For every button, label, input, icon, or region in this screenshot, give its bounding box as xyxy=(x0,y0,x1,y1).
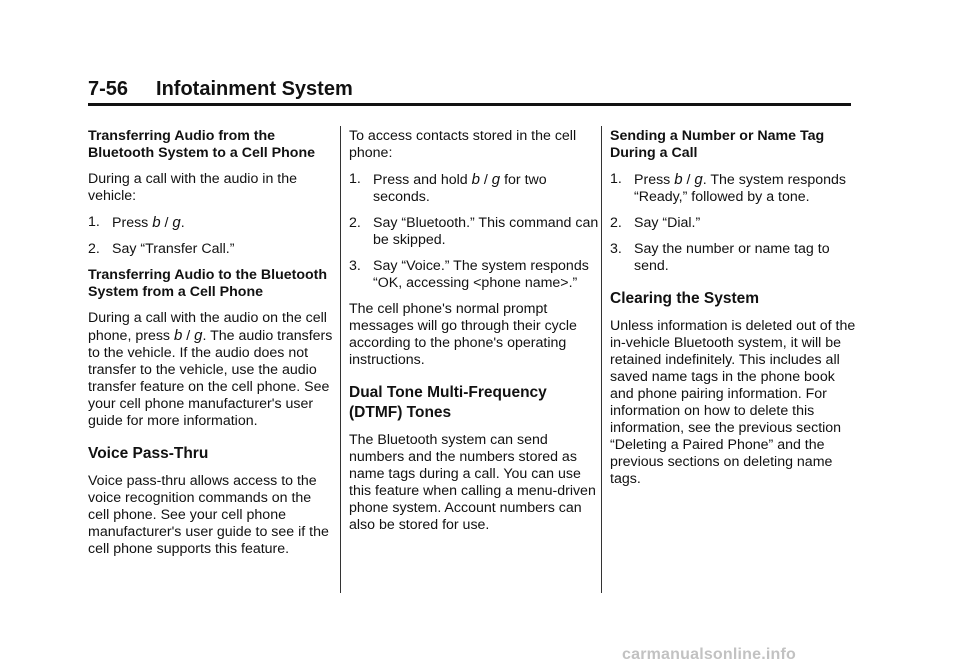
step-text: Say the number or name tag to send. xyxy=(634,241,830,274)
list-item xyxy=(349,171,599,206)
step-text: Press xyxy=(112,215,149,231)
step-text: Press xyxy=(634,172,671,188)
slash: / xyxy=(160,215,173,231)
step-number: 2. xyxy=(349,215,361,231)
paragraph: Voice pass-thru allows access to the voice recognition commands on the cell phone. See your cell phone manufacturer's user guide to see if the cell phone supports this feature. xyxy=(88,473,329,557)
slash: / xyxy=(182,328,195,344)
page-number: 7-56 xyxy=(88,78,129,100)
paragraph xyxy=(88,310,334,430)
paragraph: The cell phone's normal prompt messages will go through their cycle according to the phone's operating instructions. xyxy=(349,301,577,368)
phone-icon: g xyxy=(172,214,181,231)
column-divider xyxy=(340,126,341,593)
step-number: 3. xyxy=(349,258,361,274)
list-item xyxy=(610,171,860,206)
phone-icon: g xyxy=(194,327,203,344)
step-number: 2. xyxy=(610,215,622,231)
step-number: 2. xyxy=(88,241,100,257)
push-to-talk-icon: b xyxy=(674,171,683,188)
push-to-talk-icon: b xyxy=(471,171,480,188)
list-item xyxy=(610,215,860,232)
watermark[interactable]: carmanualsonline.info xyxy=(622,646,797,663)
header-rule xyxy=(88,103,851,106)
slash: / xyxy=(479,172,492,188)
step-text: Say “Transfer Call.” xyxy=(112,241,235,257)
column-divider xyxy=(601,126,602,593)
column-3 xyxy=(610,128,860,497)
step-number: 1. xyxy=(610,171,622,187)
column-2 xyxy=(349,128,599,543)
paragraph: The Bluetooth system can send numbers and the numbers stored as name tags during a call. You can use this feature when calling a menu-driven phone system. Account numbers can also be stored for use. xyxy=(349,432,596,533)
page-header xyxy=(88,78,353,101)
column-1 xyxy=(88,128,334,567)
list-item xyxy=(610,241,860,275)
push-to-talk-icon: b xyxy=(173,327,183,344)
step-number: 3. xyxy=(610,241,622,257)
step-text: Press and hold xyxy=(373,172,468,188)
step-number: 1. xyxy=(349,171,361,187)
step-text: for two seconds. xyxy=(373,172,547,205)
heading-transfer-to-bluetooth: Transferring Audio to the Bluetooth System from a Cell Phone xyxy=(88,267,328,300)
heading-dtmf-tones: Dual Tone Multi-Frequency (DTMF) Tones xyxy=(349,384,547,421)
phone-icon: g xyxy=(694,171,703,188)
step-number: 1. xyxy=(88,214,100,230)
step-text: Say “Dial.” xyxy=(634,215,701,231)
step-text: Say “Bluetooth.” This command can be skipped. xyxy=(373,215,599,248)
slash: / xyxy=(682,172,695,188)
paragraph-text: . The audio transfers to the vehicle. If the audio does not transfer to the vehicle, use the audio transfer feature on the cell phone. See your cell phone manufacturer's user guide for more information. xyxy=(88,328,333,429)
heading-transfer-to-phone: Transferring Audio from the Bluetooth System to a Cell Phone xyxy=(88,128,316,161)
list-item xyxy=(88,241,334,258)
section-title: Infotainment System xyxy=(156,78,353,100)
list-item xyxy=(349,215,599,249)
list-item xyxy=(349,258,599,292)
paragraph: During a call with the audio in the vehicle: xyxy=(88,171,297,204)
list-item xyxy=(88,214,334,232)
step-text: Say “Voice.” The system responds “OK, accessing <phone name>.” xyxy=(373,258,589,291)
paragraph: To access contacts stored in the cell phone: xyxy=(349,128,577,161)
step-text: . The system responds “Ready,” followed by a tone. xyxy=(634,172,846,205)
heading-sending-number: Sending a Number or Name Tag During a Call xyxy=(610,128,825,161)
paragraph-text: During a call with the audio on the cell phone, press xyxy=(88,310,327,344)
phone-icon: g xyxy=(491,171,501,188)
heading-voice-pass-thru: Voice Pass-Thru xyxy=(88,445,209,462)
step-text: . xyxy=(180,215,185,231)
paragraph: Unless information is deleted out of the in-vehicle Bluetooth system, it will be retained indefinitely. This includes all saved name tags in the phone book and phone pairing information. For information on how to delete this information, see the previous section “Deleting a Paired Phone” and the previous sections on deleting name tags. xyxy=(610,318,856,487)
push-to-talk-icon: b xyxy=(152,214,161,231)
heading-clearing-system: Clearing the System xyxy=(610,290,760,307)
